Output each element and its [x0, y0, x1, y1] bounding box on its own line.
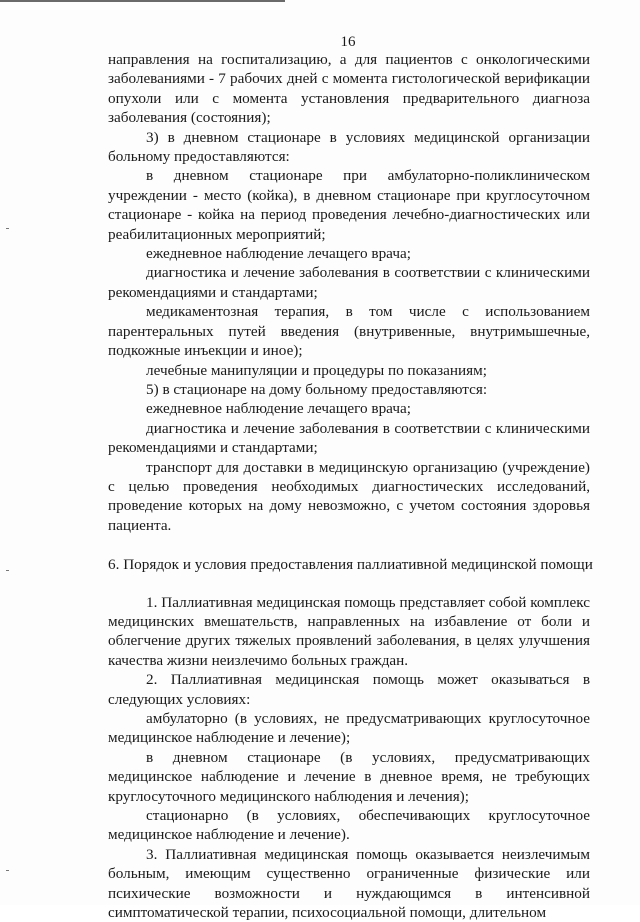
paragraph: направления на госпитализацию, а для пациентов с онкологическими заболеваниями - 7 рабочих дней с момента гистологической верификации опухоли или с момента установления предварительного диагноза заболевания (состояния);: [108, 51, 590, 127]
paragraph: 3) в дневном стационаре в условиях медицинской организации больному предоставляются:: [108, 128, 590, 166]
scan-edge-line: [0, 0, 285, 2]
scan-mark: [6, 228, 9, 229]
paragraph: 5) в стационаре на дому больному предоставляются:: [146, 380, 488, 398]
section-heading: 6. Порядок и условия предоставления паллиативной медицинской помощи: [108, 556, 593, 574]
paragraph: медикаментозная терапия, в том числе с использованием парентеральных путей введения (внутривенные, внутримышечные, подкожные инъекции и иное);: [108, 303, 590, 360]
paragraph: в дневном стационаре при амбулаторно-поликлиническом учреждении - место (койка), в дневном стационаре при круглосуточном стационаре - койка на период проведения лечебно-диагностических или реабилитационных мероприятий;: [108, 167, 590, 243]
scan-mark: [6, 870, 9, 871]
paragraph: амбулаторно (в условиях, не предусматривающих круглосуточное медицинское наблюдение и лечение);: [108, 710, 590, 747]
paragraph: диагностика и лечение заболевания в соответствии с клиническими рекомендациями и стандартами;: [108, 419, 590, 457]
paragraph: транспорт для доставки в медицинскую организацию (учреждение) с целью проведения необходимых диагностических исследований, проведение которых на дому невозможно, с учетом состояния здоровья пациента.: [108, 458, 590, 534]
paragraph: ежедневное наблюдение лечащего врача;: [146, 400, 411, 418]
paragraph: в дневном стационаре (в условиях, предусматривающих медицинское наблюдение и лечение в дневное время, не требующих круглосуточного медицинского наблюдения и лечения);: [108, 748, 590, 805]
paragraph: стационарно (в условиях, обеспечивающих круглосуточное медицинское наблюдение и лечение).: [108, 807, 590, 844]
paragraph: 3. Паллиативная медицинская помощь оказывается неизлечимым больным, имеющим существенно ограниченные физические или психические возможности и нуждающимся в интенсивной симптоматической терапии, психосоциальной помощи, длительном: [108, 845, 590, 922]
paragraph: ежедневное наблюдение лечащего врача;: [146, 245, 411, 263]
paragraph: лечебные манипуляции и процедуры по показаниям;: [146, 361, 487, 379]
paragraph: 2. Паллиативная медицинская помощь может оказываться в следующих условиях:: [108, 671, 590, 708]
page-number: 16: [340, 34, 356, 50]
paragraph: 1. Паллиативная медицинская помощь представляет собой комплекс медицинских вмешательств, направленных на избавление от боли и облегчение других тяжелых проявлений заболевания, в целях улучшения качества жизни неизлечимо больных граждан.: [108, 593, 590, 669]
scan-mark: [6, 570, 9, 571]
paragraph: диагностика и лечение заболевания в соответствии с клиническими рекомендациями и стандартами;: [108, 264, 590, 301]
document-body: [108, 50, 593, 922]
